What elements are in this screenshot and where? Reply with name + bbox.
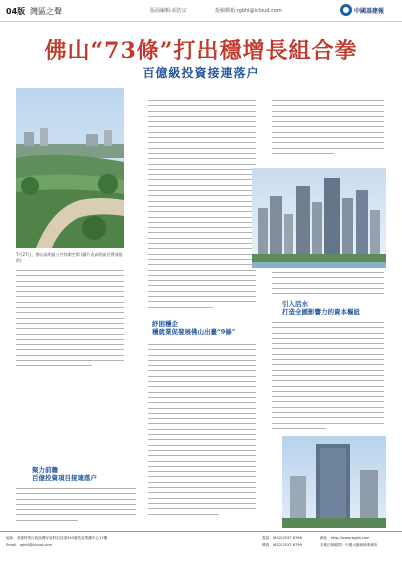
footer-email: Email：rgbhl@icloud.com: [6, 543, 52, 547]
footer-website: 網址：http://www.zgjsb.com: [320, 536, 370, 540]
page-footer: [0, 531, 402, 563]
body-text-center-lower: [148, 344, 256, 524]
newspaper-logo: [340, 3, 396, 19]
center-photo: [282, 436, 386, 528]
body-text-right-lower: [272, 322, 384, 434]
section-name: 灣區之聲: [30, 7, 62, 16]
body-text-left-bottom: [16, 488, 136, 524]
page-header: [0, 0, 402, 22]
subhead-center-line-1: 紓困穩企: [152, 320, 178, 328]
subhead-bottom: [32, 466, 136, 482]
subhead-right-line-1: 引入活水: [282, 300, 308, 308]
body-text-right-top: [272, 100, 384, 160]
globe-logo-icon: [340, 4, 352, 16]
right-photo: [252, 168, 386, 268]
page-number: 04版: [6, 7, 26, 16]
submission-email: 投稿郵箱:rgbhl@icloud.com: [215, 8, 282, 14]
body-text-center-top: [148, 100, 256, 312]
subhead-center-line-2: 穩就業促發展佛山出臺“9條”: [152, 328, 236, 336]
subhead-center: [152, 320, 256, 336]
subhead-bottom-line-1: 聚力前瞻: [32, 466, 58, 474]
left-photo-caption: 7月27日，佛山高明區公共休閑空間 (圖片由高明區宣傳部提供): [16, 252, 123, 263]
left-photo: [16, 88, 124, 248]
footer-legal: 本報法律顧問：中國大橋律師事務所: [320, 543, 378, 547]
footer-fax: 傳真：(852)2537 8799: [262, 543, 302, 547]
logo-text: 中國基建報: [354, 8, 385, 15]
headline: 佛山“73條”打出穩增長組合拳: [44, 38, 358, 64]
body-text-right-middle: [272, 272, 384, 296]
subhead-right-line-2: 打造全國影響力的資本樞紐: [282, 308, 360, 316]
subhead-right: [282, 300, 386, 316]
body-text-left: [16, 270, 124, 370]
footer-phone: 電話：(852)2537 8766: [262, 536, 302, 540]
editor-credit: 版面編輯:胡浩宗: [150, 8, 187, 14]
footer-address: 地址：香港特別行政區灣仔區軒尼詩道353號英皇集團中心17樓: [6, 536, 108, 540]
subhead-bottom-line-2: 百億投資項目接連落户: [32, 474, 97, 482]
subheadline: 百億級投資接連落户: [142, 66, 260, 80]
